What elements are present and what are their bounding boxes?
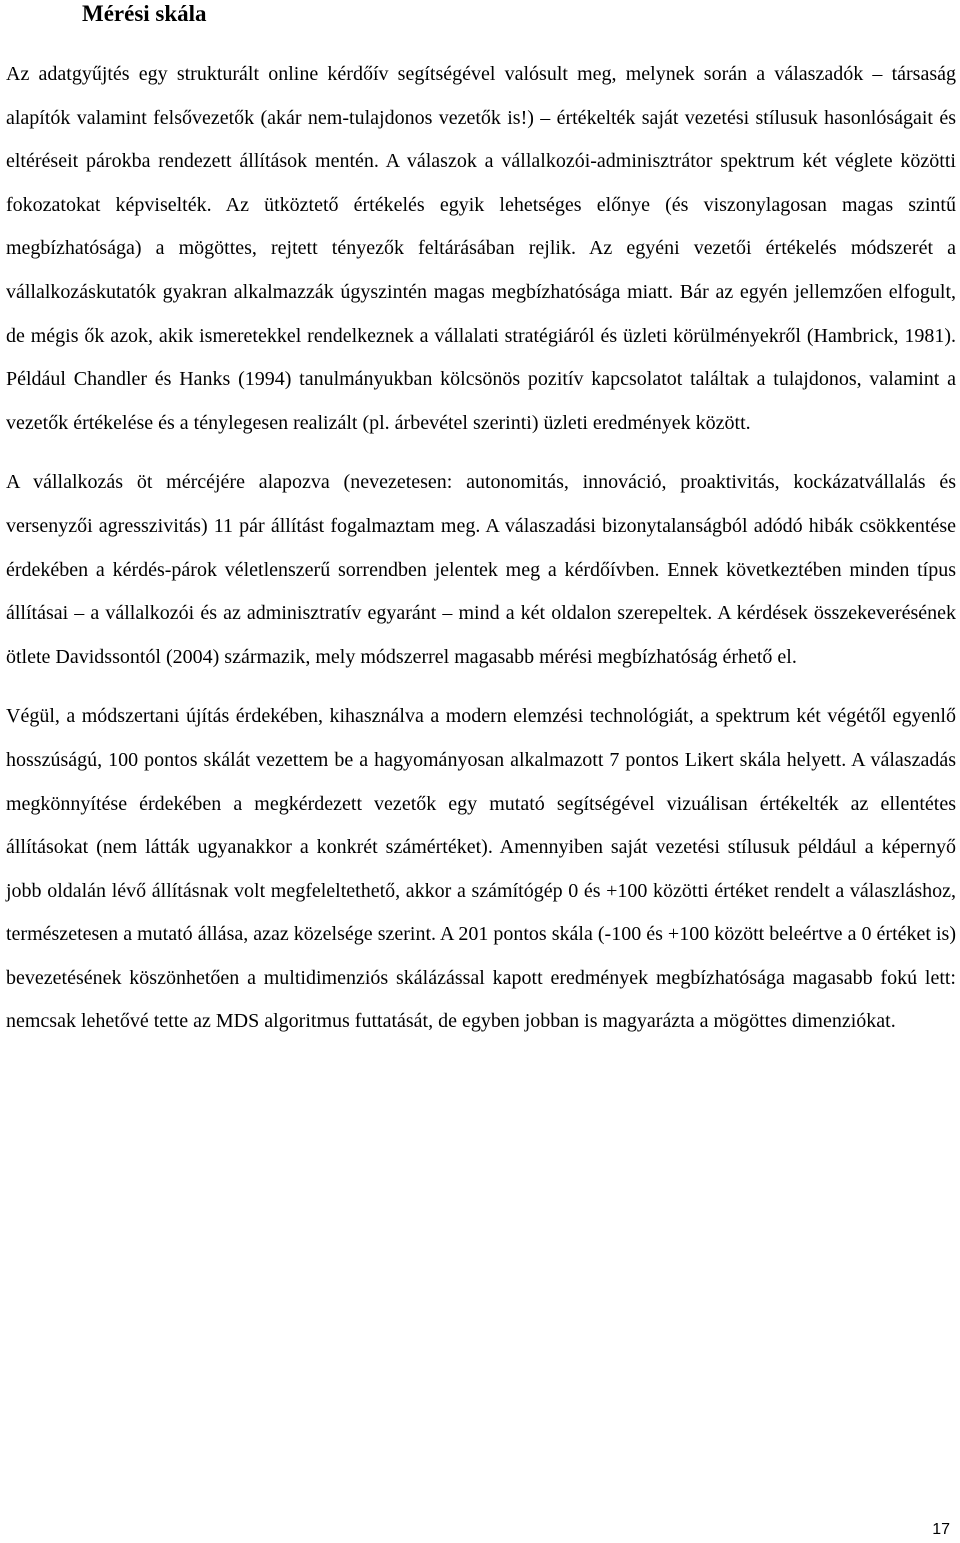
sentence: A vállalkozás öt mércéjére alapozva (nevezetesen: autonomitás, innováció, proaktivitás, kockázatvállalás és versenyzői agresszivitás) 11 pár állítást fogalmaztam meg. [6,471,956,537]
page-number: 17 [932,1521,950,1538]
sentence: A 201 pontos skála (-100 és +100 között beleértve a 0 értéket is) bevezetésének köszönhetően a multidimenziós skálázással kapott eredmények megbízhatósága magasabb fokú lett: nemcsak lehetővé tette az MDS algoritmus futtatását, de egyben jobban is magyarázta a mögöttes dimenziókat. [6,923,956,1033]
sentence: Ennek következtében minden típus állításai – a vállalkozói és az adminisztratív egyaránt – mind a két oldalon szerepeltek. [6,558,956,625]
sentence: A válaszadás megkönnyítése érdekében a megkérdezett vezetők egy mutató segítségével vizuálisan értékelték az ellentétes állításokat (nem látták ugyanakkor a konkrét számértéket). [6,748,956,859]
paragraph-1 [6,53,956,445]
paragraph-3 [6,695,956,1044]
sentence: A kérdések összekeverésének ötlete Davidssontól (2004) származik, mely módszerrel magasabb mérési megbízhatóság érhető el. [6,602,956,668]
sentence: Például Chandler és Hanks (1994) tanulmányukban kölcsönös pozitív kapcsolatot találtak a tulajdonos, valamint a vezetők értékelése és a ténylegesen realizált (pl. árbevétel szerinti) üzleti eredmények között. [6,368,956,434]
section-heading: Mérési skála [82,1,207,26]
sentence: A válaszadási bizonytalanságból adódó hibák csökkentése érdekében a kérdés-párok véletlenszerű sorrendben jelentek meg a kérdőívben. [6,514,956,581]
sentence: A válaszok a vállalkozói-adminisztrátor spektrum két véglete közötti fokozatokat képviselték. [6,150,956,216]
sentence: Bár az egyén jellemzően elfogult, de mégis ők azok, akik ismeretekkel rendelkeznek a vállalati stratégiáról és üzleti körülményekről (Hambrick, 1981). [6,280,957,347]
paragraph-2 [6,461,956,679]
body-text [6,53,956,1060]
sentence: Az ütköztető értékelés egyik lehetséges előnye (és viszonylagosan magas szintű megbízhatósága) a mögöttes, rejtett tényezők feltárásában rejlik. [6,193,956,260]
sentence: Az egyéni vezetői értékelés módszerét a vállalkozáskutatók gyakran alkalmazzák úgyszintén magas megbízhatósága miatt. [6,237,956,303]
sentence: Végül, a módszertani újítás érdekében, kihasználva a modern elemzési technológiát, a spektrum két végétől egyenlő hosszúságú, 100 pontos skálát vezettem be a hagyományosan alkalmazott 7 pontos Likert skála helyett. [6,705,956,771]
sentence: Amennyiben saját vezetési stílusuk például a képernyő jobb oldalán lévő állításnak volt megfeleltethető, akkor a számítógép 0 és +100 közötti értéket rendelt a válaszláshoz, természetesen a mutató állása, azaz közelsége szerint. [6,836,956,946]
sentence: Az adatgyűjtés egy strukturált online kérdőív segítségével valósult meg, melynek során a válaszadók – társaság alapítók valamint felsővezetők (akár nem-tulajdonos vezetők is!) – értékelték saját vezetési stílusuk hasonlóságait és eltéréseit párokba rendezett állítások mentén. [6,63,956,173]
